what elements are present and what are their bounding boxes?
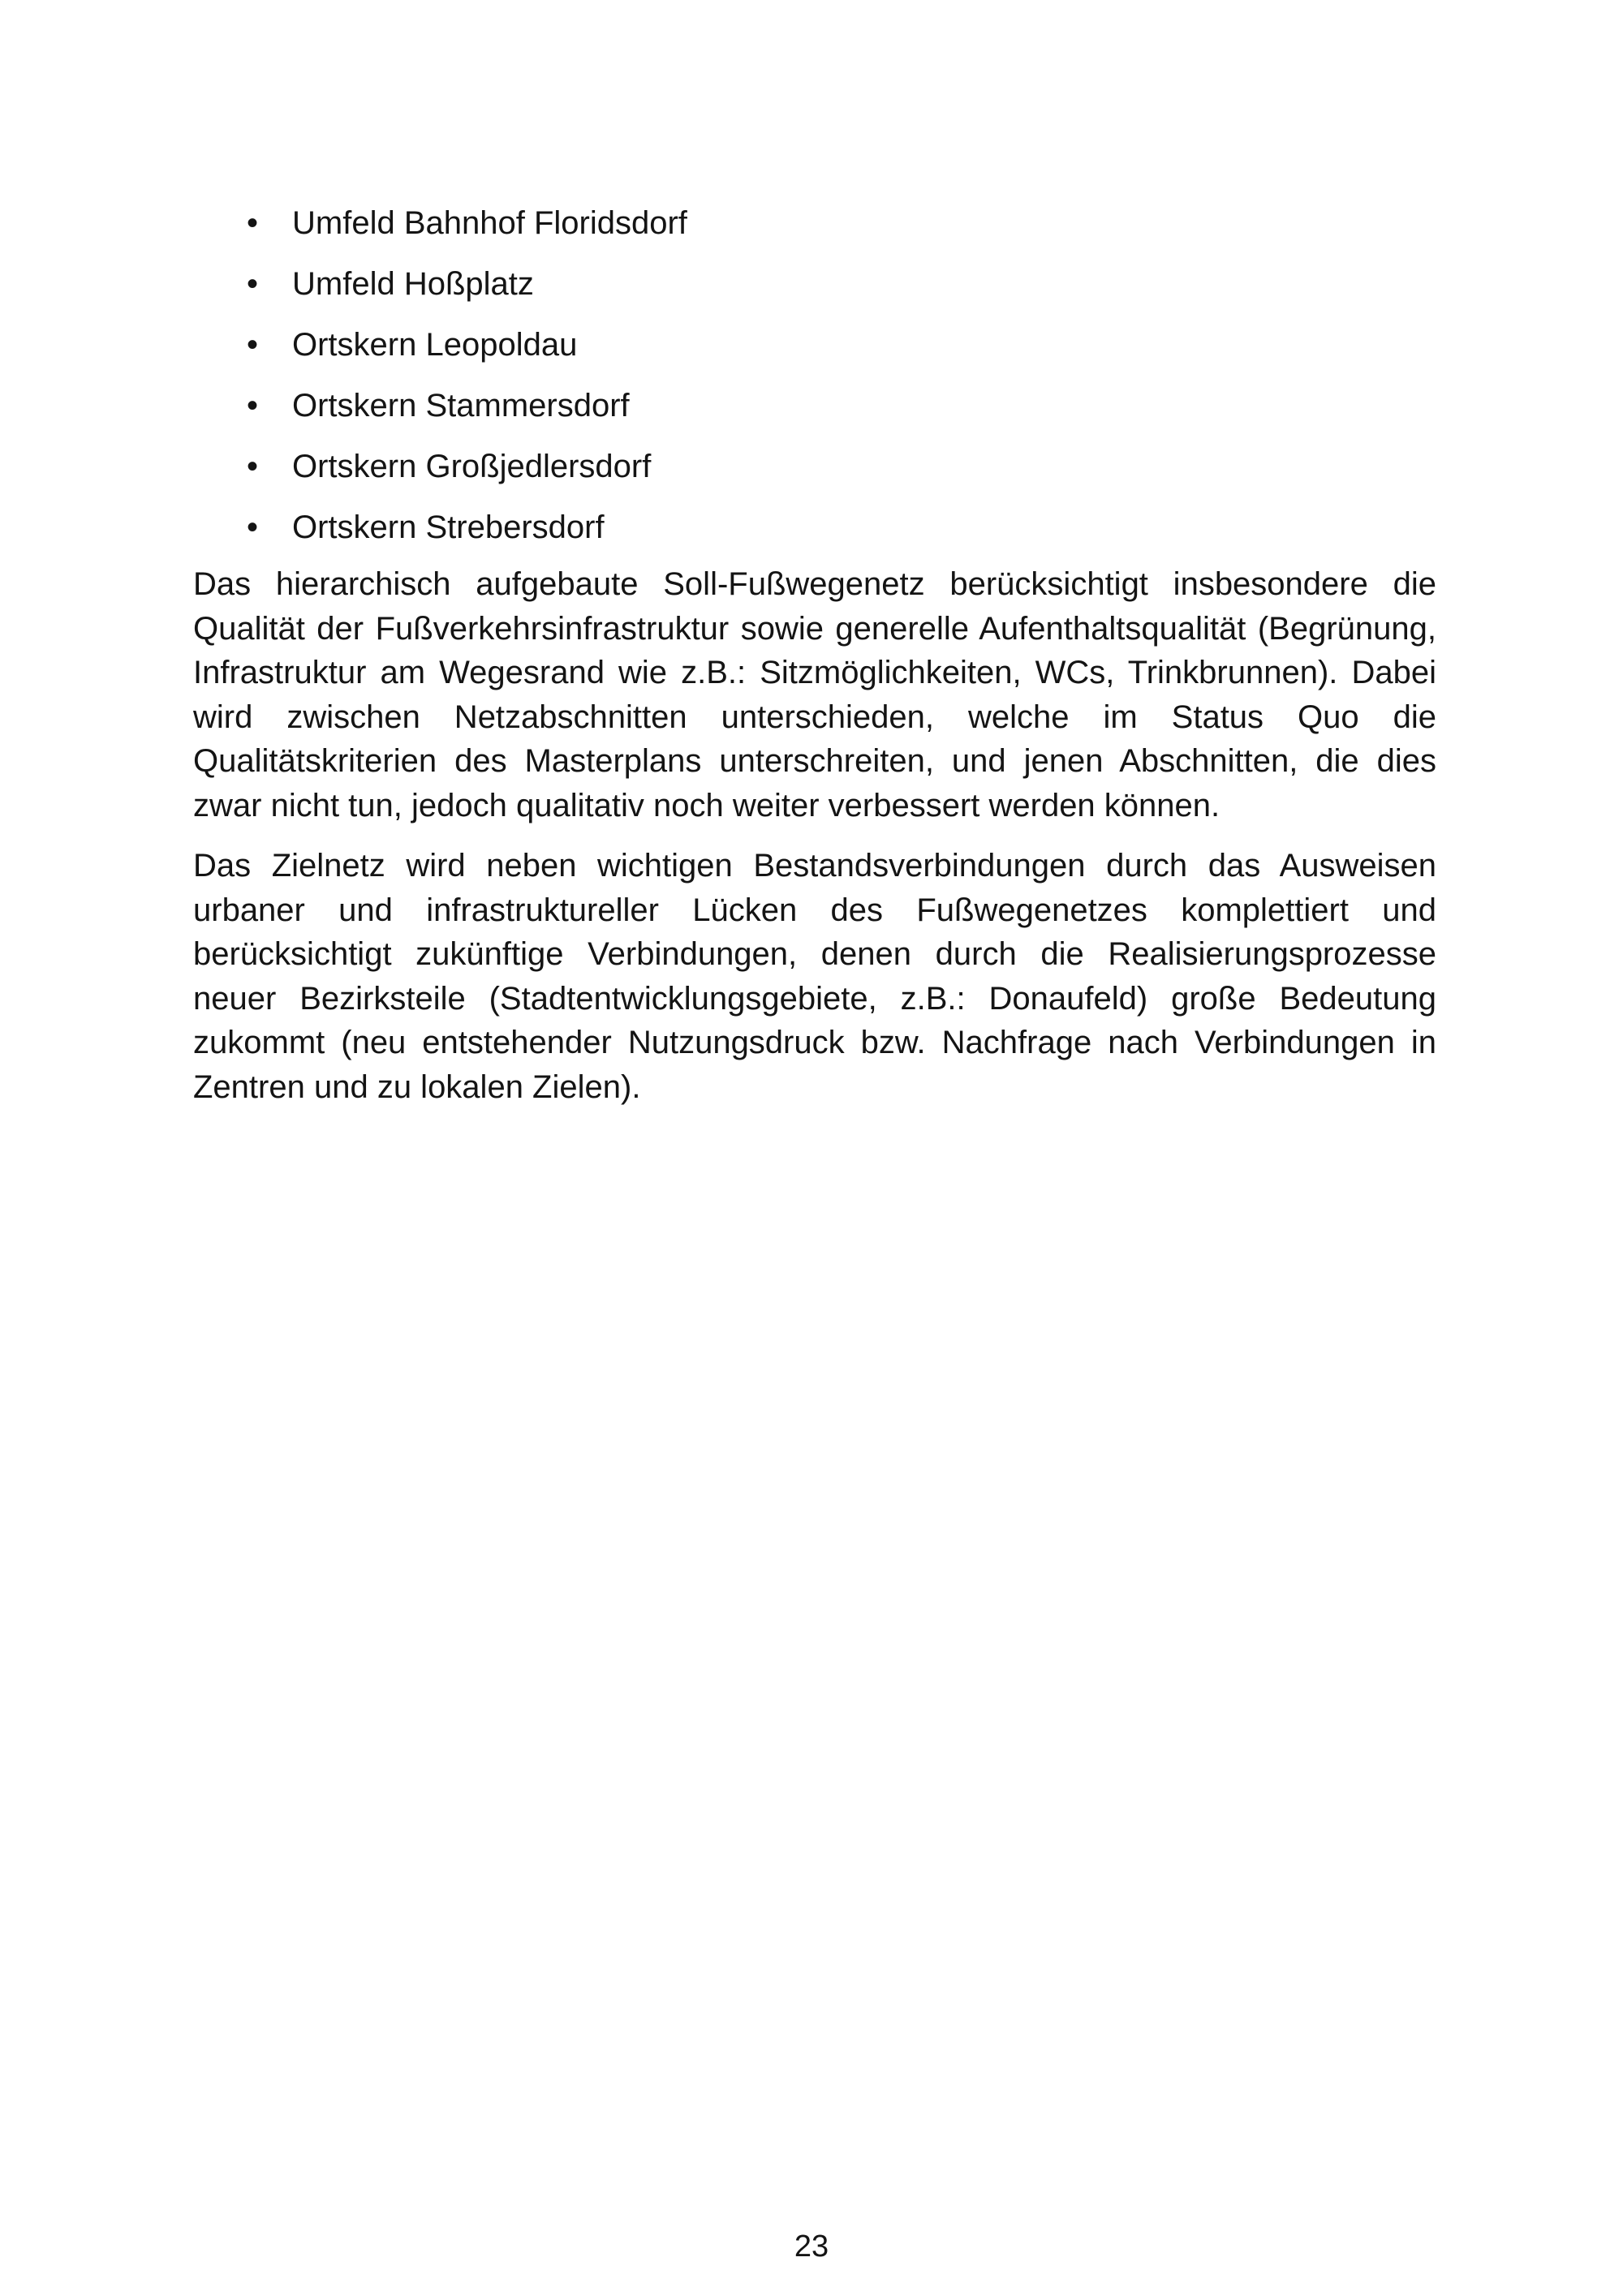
bullet-icon: • — [247, 449, 259, 484]
bullet-icon: • — [247, 510, 259, 545]
page-number: 23 — [794, 2229, 829, 2264]
bullet-icon: • — [247, 266, 259, 302]
bullet-icon: • — [247, 388, 259, 424]
list-item — [193, 193, 1436, 254]
bullet-icon: • — [247, 327, 259, 363]
list-item-text: Ortskern Großjedlersdorf — [292, 449, 652, 484]
body-paragraph: Das hierarchisch aufgebaute Soll-Fußwegenetz berücksichtigt insbesondere die Qualität der Fußverkehrsinfrastruktur sowie generelle Aufenthaltsqualität (Begrünung, Infrastruktur am Wegesrand wie z.B.: Sitzmöglichkeiten, WCs, Trinkbrunnen). Dabei wird zwischen Netzabschnitten unterschieden, welche im Status Quo die Qualitätskriterien des Masterplans unterschreiten, und jenen Abschnitten, die dies zwar nicht tun, jedoch qualitativ noch weiter verbessert werden können. — [193, 566, 1436, 823]
bullet-list — [193, 193, 1436, 558]
list-item — [193, 497, 1436, 558]
list-item-text: Ortskern Leopoldau — [292, 327, 578, 363]
list-item-text: Umfeld Hoßplatz — [292, 266, 534, 302]
list-item-text: Ortskern Stammersdorf — [292, 388, 630, 424]
list-item-text: Umfeld Bahnhof Floridsdorf — [292, 205, 687, 241]
list-item — [193, 436, 1436, 497]
list-item-text: Ortskern Strebersdorf — [292, 510, 605, 545]
bullet-icon: • — [247, 205, 259, 241]
list-item — [193, 254, 1436, 315]
list-item — [193, 376, 1436, 436]
body-paragraph: Das Zielnetz wird neben wichtigen Bestandsverbindungen durch das Ausweisen urbaner und infrastruktureller Lücken des Fußwegenetzes komplettiert und berücksichtigt zukünftige Verbindungen, denen durch die Realisierungsprozesse neuer Bezirksteile (Stadtentwicklungsgebiete, z.B.: Donaufeld) große Bedeutung zukommt (neu entstehender Nutzungsdruck bzw. Nachfrage nach Verbindungen in Zentren und zu lokalen Zielen). — [193, 848, 1436, 1105]
page-content — [193, 193, 1436, 1109]
list-item — [193, 315, 1436, 376]
